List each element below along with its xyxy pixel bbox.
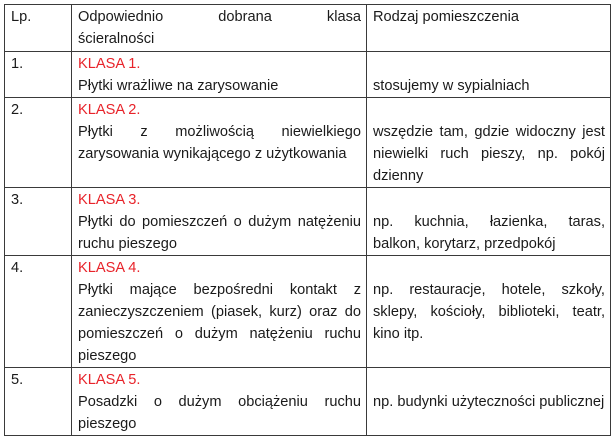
header-class-line1: Odpowiednio dobrana klasa [78,9,361,25]
class-label: KLASA 2. [78,102,141,118]
class-label: KLASA 3. [78,192,141,208]
row-lp: 5. [5,368,72,436]
class-description: Posadzki o dużym obciążeniu ruchu pieszego [78,394,361,432]
row-lp: 2. [5,98,72,188]
table-row [5,256,611,368]
class-label: KLASA 1. [78,56,141,72]
table-row [5,98,611,188]
table-row [5,368,611,436]
room-type-text: wszędzie tam, gdzie widoczny jest niewielki ruch pieszy, np. pokój dzienny [373,124,605,184]
table-header-row [5,5,611,52]
class-label: KLASA 4. [78,260,141,276]
row-room-cell [367,188,611,256]
header-room-type: Rodzaj pomieszczenia [367,5,611,52]
row-lp: 3. [5,188,72,256]
header-class-line2: ścieralności [78,31,155,47]
table-row [5,188,611,256]
abrasion-class-table [4,4,611,436]
class-label: KLASA 5. [78,372,141,388]
row-lp: 4. [5,256,72,368]
class-description: Płytki z możliwością niewielkiego zarysowania wynikającego z użytkowania [78,124,361,162]
room-type-text: np. kuchnia, łazienka, taras, balkon, korytarz, przedpokój [373,214,605,252]
row-class-cell [72,98,367,188]
room-type-text: stosujemy w sypialniach [373,78,530,94]
row-room-cell [367,52,611,98]
room-type-text: np. restauracje, hotele, szkoły, sklepy, kościoły, biblioteki, teatr, kino itp. [373,282,605,342]
class-description: Płytki mające bezpośredni kontakt z zanieczyszczeniem (piasek, kurz) oraz do pomieszczeń o dużym natężeniu ruchu pieszego [78,282,361,364]
header-abrasion-class [72,5,367,52]
row-room-cell [367,98,611,188]
row-class-cell [72,256,367,368]
room-type-text: np. budynki użyteczności publicznej [373,394,605,410]
row-lp: 1. [5,52,72,98]
header-lp: Lp. [5,5,72,52]
row-class-cell [72,188,367,256]
class-description: Płytki do pomieszczeń o dużym natężeniu ruchu pieszego [78,214,361,252]
row-class-cell [72,52,367,98]
row-room-cell [367,368,611,436]
row-room-cell [367,256,611,368]
class-description: Płytki wrażliwe na zarysowanie [78,78,279,94]
table-row [5,52,611,98]
row-class-cell [72,368,367,436]
